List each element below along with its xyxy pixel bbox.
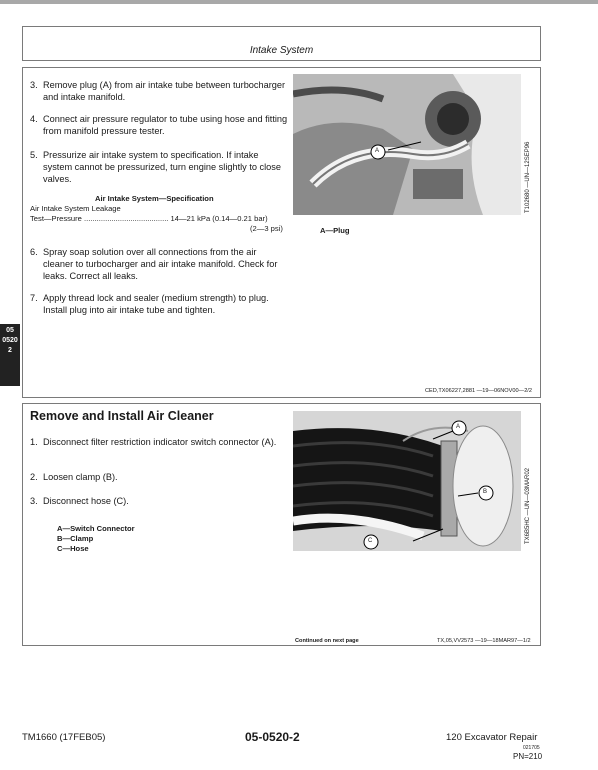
continued-note: Continued on next page xyxy=(295,638,359,644)
section-title: Intake System xyxy=(249,45,314,56)
spec-value-psi: (2—3 psi) xyxy=(250,224,283,233)
photo-callout-a: A xyxy=(456,424,461,430)
step-number: 7. xyxy=(30,293,38,303)
step-text: Disconnect hose (C). xyxy=(43,496,129,506)
legend-hose: C—Hose xyxy=(57,544,89,553)
step-text: Disconnect filter restriction indicator switch connector (A). xyxy=(43,437,277,447)
step-number: 6. xyxy=(30,247,38,257)
side-tab-line2: 0520 xyxy=(2,337,18,344)
photo-legend: A—Plug xyxy=(320,226,350,235)
spec-value: Test—Pressure ........................................ 14—21 kPa (0.14—0.21 bar) xyxy=(30,214,268,223)
step-number: 5. xyxy=(30,150,38,160)
procedure-box-2 xyxy=(22,403,541,646)
step-text: Loosen clamp (B). xyxy=(43,472,118,482)
step-number: 3. xyxy=(30,496,38,506)
footer-manual-id: TM1660 (17FEB05) xyxy=(22,732,106,743)
side-tab-line3: 2 xyxy=(8,347,12,354)
footer-title: 120 Excavator Repair xyxy=(446,732,538,743)
step-number: 1. xyxy=(30,437,38,447)
side-tab xyxy=(0,324,20,386)
reference-code: TX,05,VV2573 —19—18MAR97—1/2 xyxy=(437,638,531,644)
footer-pn: PN=210 xyxy=(513,752,543,761)
plug-photo xyxy=(293,74,521,215)
step-number: 2. xyxy=(30,472,38,482)
photo-callout-c: C xyxy=(368,538,373,544)
air-cleaner-photo xyxy=(293,411,521,551)
legend-switch-connector: A—Switch Connector xyxy=(57,524,135,533)
procedure-box-1 xyxy=(22,67,541,398)
top-rule xyxy=(0,0,598,4)
photo-callout-a: A xyxy=(375,148,380,154)
procedure-title: Remove and Install Air Cleaner xyxy=(30,409,214,423)
photo-callout-b: B xyxy=(483,489,488,495)
photo-code: TX6B5HC —UN—03MAR02 xyxy=(525,467,531,544)
step-number: 4. xyxy=(30,114,38,124)
legend-clamp: B—Clamp xyxy=(57,534,94,543)
footer-page-number: 05-0520-2 xyxy=(245,730,300,744)
step-text: Connect air pressure regulator to tube using hose and fitting from manifold pressure tester. xyxy=(43,114,288,136)
reference-code: CED,TX06227,2881 —19—06NOV00—2/2 xyxy=(425,388,532,394)
step-text: Pressurize air intake system to specification. If intake system cannot be pressurized, turn engine slightly to close valves. xyxy=(43,150,281,184)
header-box xyxy=(22,26,541,61)
step-number: 3. xyxy=(30,80,38,90)
side-tab-line1: 05 xyxy=(6,327,14,334)
spec-item: Air Intake System Leakage xyxy=(30,204,121,213)
step-text: Spray soap solution over all connections from the air cleaner to turbocharger and air intake manifold. Check for leaks. Correct all leaks. xyxy=(43,247,278,281)
photo-code: T102680 —UN—12SEP96 xyxy=(525,141,531,213)
footer-small-code: 021705 xyxy=(523,745,540,751)
step-text: Apply thread lock and sealer (medium strength) to plug. Install plug into air intake tube and tighten. xyxy=(43,293,269,315)
step-text: Remove plug (A) from air intake tube between turbocharger and intake manifold. xyxy=(43,80,286,102)
spec-heading: Air Intake System—Specification xyxy=(95,194,214,203)
